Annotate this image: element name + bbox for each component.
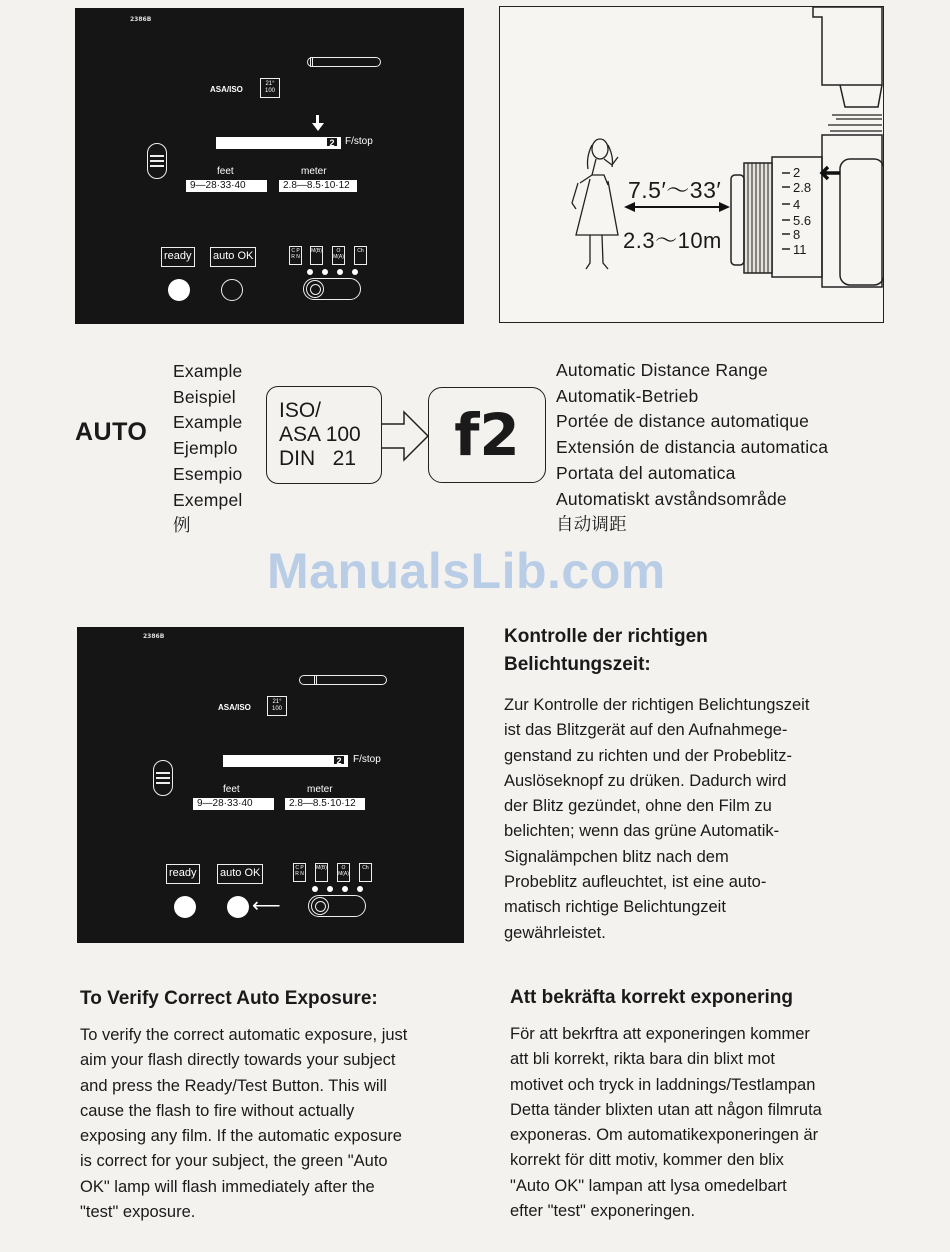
iso-top: 21° (272, 699, 282, 705)
mode-dot (342, 886, 348, 892)
meter-scale: 2.8—8.5·10·12 (285, 798, 365, 810)
fstop-bar (223, 755, 348, 767)
panel-code: 2386B (143, 633, 165, 640)
auto-ok-button[interactable]: auto OK (210, 247, 256, 267)
example-lang: 例 (173, 515, 191, 536)
swedish-line: efter "test" exponeringen. (510, 1202, 696, 1221)
german-line: der Blitz gezündet, ohne den Film zu (504, 797, 772, 816)
swedish-line: Detta tänder blixten utan att någon filmruta (510, 1100, 822, 1119)
iso-top: 21° (265, 81, 275, 87)
swedish-line: att bli korrekt, rikta bara din blixt mot (510, 1050, 776, 1069)
fstop-8: 8 (793, 227, 801, 242)
german-line: belichten; wenn das grüne Automatik- (504, 822, 780, 841)
mode-dot (322, 269, 328, 275)
ready-button[interactable]: ready (161, 247, 195, 267)
german-line: ist das Blitzgerät auf den Aufnahmege- (504, 721, 788, 740)
swedish-line: korrekt för ditt motiv, kommer den blix (510, 1151, 784, 1170)
iso-line-1: ISO/ (279, 399, 322, 422)
swedish-line: För att bekrftra att exponeringen kommer (510, 1025, 810, 1043)
meter-scale: 2.8—8.5·10·12 (279, 180, 357, 192)
fstop-5.6: 5.6 (793, 213, 812, 228)
mode-switch-knob (306, 280, 324, 298)
iso-slider-knob (314, 675, 317, 685)
english-line: and press the Ready/Test Button. This will (80, 1076, 387, 1095)
mode-switch[interactable] (308, 895, 366, 917)
mode-cp-rn: C P R N (289, 246, 302, 265)
swedish-heading: Att bekräfta korrekt exponering (510, 987, 793, 1008)
arrow-right-icon (380, 408, 432, 464)
fstop-4: 4 (793, 197, 801, 212)
iso-bottom: 100 (271, 706, 282, 712)
meter-label: meter (307, 784, 333, 795)
german-line: genstand zu richten und der Probeblitz- (504, 746, 793, 765)
distance-meter: 2.3～10m (623, 228, 722, 253)
example-lang: Example (173, 412, 243, 433)
fstop-pointer-stem (316, 115, 319, 123)
mode-dot (357, 886, 363, 892)
watermark: ManualsLib.com (267, 543, 666, 599)
swedish-line: motivet och tryck in laddnings/Testlampan (510, 1075, 816, 1094)
german-line: Zur Kontrolle der richtigen Belichtungszeit (504, 696, 810, 714)
fstop-value: 2 (326, 137, 338, 147)
german-line: matisch richtige Belichtungzeit (504, 898, 726, 917)
iso-asa-box (266, 386, 382, 484)
distance-feet: 7.5′～33′ (628, 177, 722, 203)
mode-mb: M(B) (310, 246, 323, 265)
iso-slider-knob (310, 57, 313, 67)
mode-switch[interactable] (303, 278, 361, 300)
range-lang: Portée de distance automatique (556, 411, 810, 432)
range-lang: Extensión de distancia automatica (556, 437, 829, 458)
mode-mb: M(B) (315, 863, 328, 882)
ready-lamp-icon (168, 279, 190, 301)
feet-label: feet (217, 166, 234, 177)
auto-ok-lamp-lit-icon (227, 896, 249, 918)
english-line: To verify the correct automatic exposure, just (80, 1026, 408, 1044)
swedish-line: exponeras. Om automatikexponeringen är (510, 1126, 819, 1145)
iso-value-box (260, 78, 280, 98)
example-lang: Exempel (173, 489, 243, 510)
iso-slider (307, 57, 381, 67)
mode-dot (327, 886, 333, 892)
iso-line-2: ASA 100 (279, 423, 361, 446)
meter-label: meter (301, 166, 327, 177)
example-lang: Example (173, 361, 243, 381)
fstop-11: 11 (793, 242, 807, 257)
feet-scale: 9—28·33·40 (186, 180, 267, 192)
english-section (80, 985, 500, 1225)
german-line: Auslöseknopf zu drüken. Dadurch wird (504, 771, 787, 790)
range-lang: Automatic Distance Range (556, 360, 768, 380)
mode-cp-rn: C P R N (293, 863, 306, 882)
fstop-label: F/stop (353, 754, 381, 765)
fstop-pointer-icon (312, 123, 324, 131)
camera-flash-illustration (500, 7, 884, 323)
mode-dot (337, 269, 343, 275)
feet-scale: 9—28·33·40 (193, 798, 274, 810)
range-lang: Automatik-Betrieb (556, 385, 699, 406)
example-lang: Esempio (173, 463, 243, 484)
iso-bottom: 100 (264, 88, 275, 94)
iso-value-box (267, 696, 287, 716)
asa-iso-label: ASA/ISO (210, 85, 243, 94)
english-heading: To Verify Correct Auto Exposure: (80, 988, 378, 1009)
range-language-list (556, 358, 828, 538)
english-line: is correct for your subject, the green "Auto (80, 1152, 388, 1171)
mode-dot (312, 886, 318, 892)
auto-label: AUTO (75, 418, 148, 446)
mode-oma: O M(A) (332, 246, 345, 265)
ready-button[interactable]: ready (166, 864, 200, 884)
fstop-2: 2 (793, 165, 801, 180)
german-heading-2: Belichtungszeit: (504, 654, 651, 675)
auto-ok-lamp-icon (221, 279, 243, 301)
range-lang: Portata del automatica (556, 462, 736, 483)
auto-ok-button[interactable]: auto OK (217, 864, 263, 884)
flash-panel-top (75, 8, 464, 324)
english-line: OK" lamp will flash immediately after the (80, 1177, 375, 1196)
iso-slider (299, 675, 387, 685)
power-switch-icon (153, 760, 173, 796)
feet-label: feet (223, 784, 240, 795)
distance-diagram (499, 6, 884, 323)
mode-switch-knob (311, 897, 329, 915)
mode-dot (352, 269, 358, 275)
swedish-section (510, 984, 935, 1224)
english-line: "test" exposure. (80, 1203, 196, 1222)
english-line: aim your flash directly towards your subject (80, 1051, 396, 1070)
fstop-label: F/stop (345, 136, 373, 147)
example-lang: Beispiel (173, 386, 236, 407)
german-line: Probeblitz aufleuchtet, ist eine auto- (504, 873, 767, 892)
panel-code: 2386B (130, 16, 152, 23)
mode-ch: Ch (354, 246, 367, 265)
example-language-list (173, 359, 243, 539)
swedish-line: "Auto OK" lampan att lysa omedelbart (510, 1176, 787, 1195)
power-switch-icon (147, 143, 167, 179)
german-line: Signalämpchen blitz nach dem (504, 847, 729, 866)
german-line: gewährleistet. (504, 923, 606, 942)
example-lang: Ejemplo (173, 438, 238, 459)
fstop-bar (216, 137, 341, 149)
mode-oma: O M(A) (337, 863, 350, 882)
arrow-left-icon: ⟵ (252, 895, 281, 917)
german-section (504, 623, 934, 946)
english-line: exposing any film. If the automatic exposure (80, 1127, 402, 1146)
range-lang: 自动调距 (556, 514, 627, 535)
ready-lamp-icon (174, 896, 196, 918)
flash-panel-bottom (77, 627, 464, 943)
fstop-value: 2 (333, 755, 345, 765)
iso-line-3: DIN 21 (279, 447, 357, 470)
range-lang: Automatiskt avståndsområde (556, 488, 787, 509)
mode-dot (307, 269, 313, 275)
mode-ch: Ch (359, 863, 372, 882)
german-heading-1: Kontrolle der richtigen (504, 626, 708, 647)
f-value-box: f2 (428, 387, 546, 483)
english-line: cause the flash to fire without actually (80, 1101, 355, 1120)
fstop-2.8: 2.8 (793, 180, 812, 195)
asa-iso-label: ASA/ISO (218, 703, 251, 712)
